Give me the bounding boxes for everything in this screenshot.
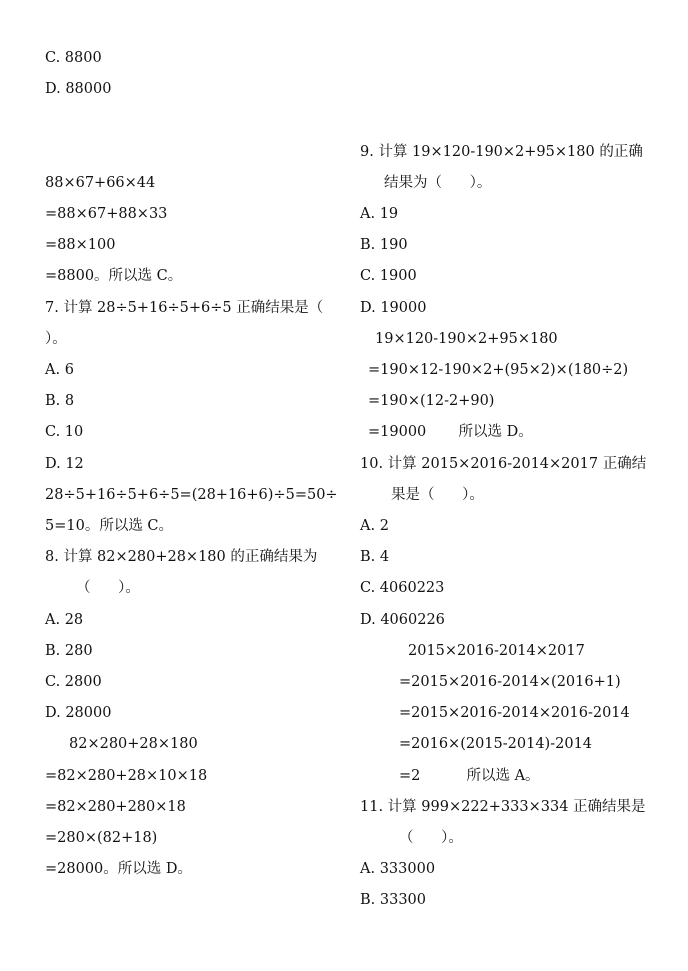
q10-option-a: A. 2 xyxy=(360,518,389,534)
q10-solution: =2015×2016-2014×(2016+1) xyxy=(399,674,621,690)
solution-line: =88×67+88×33 xyxy=(45,206,168,222)
q10-option-d: D. 4060226 xyxy=(360,612,445,628)
q9-solution: =190×(12-2+90) xyxy=(368,393,495,409)
q7-option-c: C. 10 xyxy=(45,424,84,440)
q10-solution: =2015×2016-2014×2016-2014 xyxy=(399,705,630,721)
q9-option-a: A. 19 xyxy=(360,206,399,222)
q9-solution-answer: =19000 所以选 D。 xyxy=(368,424,533,440)
solution-line: 88×67+66×44 xyxy=(45,175,156,191)
q9-option-d: D. 19000 xyxy=(360,300,427,316)
q7-option-d: D. 12 xyxy=(45,456,84,472)
q8-solution: =280×(82+18) xyxy=(45,830,158,846)
q7-option-b: B. 8 xyxy=(45,393,75,409)
question-8: 8. 计算 82×280+28×180 的正确结果为 xyxy=(45,549,318,565)
question-10: 10. 计算 2015×2016-2014×2017 正确结 xyxy=(360,456,647,472)
question-9: 9. 计算 19×120-190×2+95×180 的正确 xyxy=(360,144,643,160)
q11-option-b: B. 33300 xyxy=(360,892,427,908)
q8-solution: =82×280+28×10×18 xyxy=(45,768,208,784)
q9-option-b: B. 190 xyxy=(360,237,408,253)
q7-solution-answer: 5=10。所以选 C。 xyxy=(45,518,174,534)
q9-solution: 19×120-190×2+95×180 xyxy=(375,331,558,347)
q8-solution-answer: =28000。所以选 D。 xyxy=(45,861,193,877)
q10-option-c: C. 4060223 xyxy=(360,580,445,596)
q8-option-a: A. 28 xyxy=(45,612,84,628)
question-10-cont: 果是（ ）。 xyxy=(391,487,484,503)
q8-option-b: B. 280 xyxy=(45,643,93,659)
question-7: 7. 计算 28÷5+16÷5+6÷5 正确结果是（ xyxy=(45,300,324,316)
q10-solution-answer: =2 所以选 A。 xyxy=(399,768,540,784)
option-c-prev: C. 8800 xyxy=(45,50,102,66)
q10-solution: 2015×2016-2014×2017 xyxy=(408,643,585,659)
option-d-prev: D. 88000 xyxy=(45,81,112,97)
q11-option-a: A. 333000 xyxy=(360,861,436,877)
question-11-cont: （ ）。 xyxy=(399,830,463,846)
q7-solution: 28÷5+16÷5+6÷5=(28+16+6)÷5=50÷ xyxy=(45,487,338,503)
solution-line: =88×100 xyxy=(45,237,116,253)
q10-option-b: B. 4 xyxy=(360,549,390,565)
q9-option-c: C. 1900 xyxy=(360,268,417,284)
question-9-cont: 结果为（ ）。 xyxy=(384,175,492,191)
question-11: 11. 计算 999×222+333×334 正确结果是 xyxy=(360,799,646,815)
q8-option-c: C. 2800 xyxy=(45,674,102,690)
q8-solution: 82×280+28×180 xyxy=(69,736,198,752)
question-8-cont: （ ）。 xyxy=(76,580,140,596)
q8-solution: =82×280+280×18 xyxy=(45,799,186,815)
q9-solution: =190×12-190×2+(95×2)×(180÷2) xyxy=(368,362,629,378)
q8-option-d: D. 28000 xyxy=(45,705,112,721)
q7-option-a: A. 6 xyxy=(45,362,74,378)
q10-solution: =2016×(2015-2014)-2014 xyxy=(399,736,593,752)
solution-answer: =8800。所以选 C。 xyxy=(45,268,183,284)
question-7-cont: ）。 xyxy=(45,331,67,347)
